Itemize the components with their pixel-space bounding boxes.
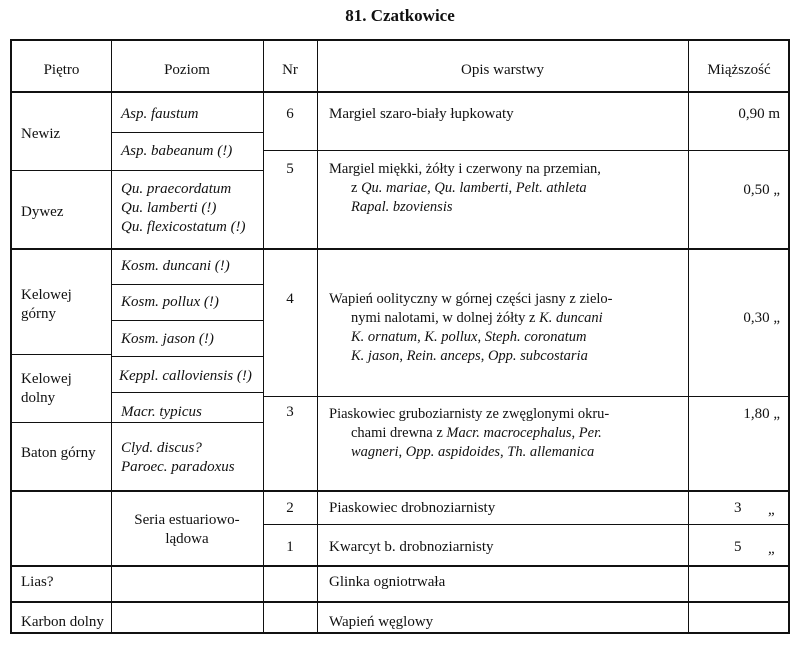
header-stage: Piętro [43,62,80,78]
header-rule [12,91,788,93]
text: , [480,348,488,364]
header-description: Opis warstwy [461,62,544,78]
level-qu-flexicostatum: Qu. flexicostatum (!) [121,219,246,235]
level-rule-1 [111,132,263,133]
thickness-2-ditto: „ [768,502,775,518]
taxon: Opp. aspidoides [405,444,501,460]
layer-rule-2-1 [263,524,788,525]
nr-5: 5 [286,161,294,177]
thickness-1-ditto: „ [768,541,775,557]
desc-layer-5 [329,160,601,217]
stage-kelowej-dolny-a: Kelowej [21,371,72,387]
group-rule-2 [12,490,788,492]
level-keppl-calloviensis: Keppl. calloviensis (!) [119,368,252,384]
desc-karbon: Wapień węglowy [329,614,434,630]
header-thickness: Miąższość [707,62,771,78]
group-rule-3 [12,565,788,567]
taxon: K. ornatum [351,329,418,345]
text: , [398,444,406,460]
group-rule-1 [12,248,788,250]
page-title: 81. Czatkowice [345,6,455,25]
taxon: Th. allemanica [507,444,595,460]
level-rule-5 [111,356,263,357]
desc-4-line-2 [329,309,613,328]
nr-2: 2 [286,500,294,516]
nr-1: 1 [286,539,294,555]
text: nymi nalotami, w dolnej żółty z [351,310,540,326]
desc-layer-2: Piaskowiec drobnoziarnisty [329,500,496,516]
level-rule-2 [111,170,263,171]
stage-kelowej-dolny-b: dolny [21,390,56,406]
thickness-5: 0,50 „ [743,182,780,198]
taxon: Qu. mariae [361,180,428,196]
level-kosm-pollux: Kosm. pollux (!) [121,294,219,310]
desc-5-line-3 [329,198,601,217]
desc-3-line-1: Piaskowiec gruboziarnisty ze zwęglonymi okru- [329,406,610,422]
stratigraphy-table [10,39,790,634]
taxon: K. jason [351,348,400,364]
level-kosm-jason: Kosm. jason (!) [121,331,214,347]
taxon: Rein. anceps [406,348,481,364]
stage-karbon-dolny: Karbon dolny [21,614,104,630]
desc-lias: Glinka ogniotrwała [329,574,446,590]
level-rule-7 [111,422,263,423]
stage-rule-3 [12,422,111,423]
desc-3-line-2 [329,424,609,443]
taxon: Qu. lamberti [434,180,509,196]
taxon: wagneri [351,444,399,460]
level-clyd-discus: Clyd. discus? [121,440,202,456]
layer-rule-6-5 [263,150,788,151]
text: , [477,329,485,345]
text: , [571,425,579,441]
text: , [399,348,407,364]
stage-rule-2 [12,354,111,355]
taxon: Per. [578,425,602,441]
group-rule-4 [12,601,788,603]
level-macr-typicus: Macr. typicus [121,404,202,420]
stage-rule-1 [12,170,111,171]
taxon: Macr. macrocephalus [446,425,572,441]
thickness-3: 1,80 „ [743,406,780,422]
text: , [508,180,516,196]
col-divider-nr [317,41,318,632]
desc-layer-3 [329,405,609,462]
text: , [500,444,508,460]
text: z [351,180,362,196]
level-rule-6 [111,392,263,393]
desc-layer-6: Margiel szaro-biały łupkowaty [329,106,514,122]
header-level: Poziom [164,62,210,78]
taxon: Opp. subcostaria [487,348,588,364]
stage-newiz: Newiz [21,126,61,142]
layer-rule-4-3 [263,396,788,397]
level-rule-3 [111,284,263,285]
stage-lias: Lias? [21,574,54,590]
taxon: Rapal. bzoviensis [351,199,453,215]
nr-6: 6 [286,106,294,122]
desc-4-line-3 [329,328,613,347]
level-asp-faustum: Asp. faustum [121,106,199,122]
col-divider-desc [688,41,689,632]
stage-dywez: Dywez [21,204,64,220]
desc-4-line-4 [329,347,613,366]
level-rule-4 [111,320,263,321]
stage-kelowej-gorny-b: górny [21,306,56,322]
stage-kelowej-gorny-a: Kelowej [21,287,72,303]
text: , [427,180,435,196]
level-seria-a: Seria estuariowo- [134,512,240,528]
desc-layer-1: Kwarcyt b. drobnoziarnisty [329,539,494,555]
level-seria-b: lądowa [165,531,209,547]
taxon: K. pollux [424,329,478,345]
thickness-1-value: 5 [734,539,742,555]
text: , [417,329,425,345]
taxon: K. duncani [539,310,603,326]
thickness-2-value: 3 [734,500,742,516]
taxon: Pelt. athleta [515,180,587,196]
desc-layer-4 [329,290,613,366]
level-kosm-duncani: Kosm. duncani (!) [121,258,230,274]
thickness-6: 0,90 m [738,106,780,122]
level-asp-babeanum: Asp. babeanum (!) [121,143,233,159]
nr-4: 4 [286,291,294,307]
level-paroec-paradoxus: Paroec. paradoxus [121,459,235,475]
text: chami drewna z [351,425,447,441]
desc-5-line-1: Margiel miękki, żółty i czerwony na przemian, [329,161,601,177]
thickness-4: 0,30 „ [743,310,780,326]
desc-3-line-3 [329,443,609,462]
taxon: Steph. coronatum [484,329,587,345]
nr-3: 3 [286,404,294,420]
header-nr: Nr [282,62,298,78]
level-qu-lamberti: Qu. lamberti (!) [121,200,217,216]
desc-4-line-1: Wapień oolityczny w górnej części jasny z zielo- [329,291,613,307]
stage-baton-gorny: Baton górny [21,445,96,461]
desc-5-line-2 [329,179,601,198]
level-qu-praecordatum: Qu. praecordatum [121,181,232,197]
